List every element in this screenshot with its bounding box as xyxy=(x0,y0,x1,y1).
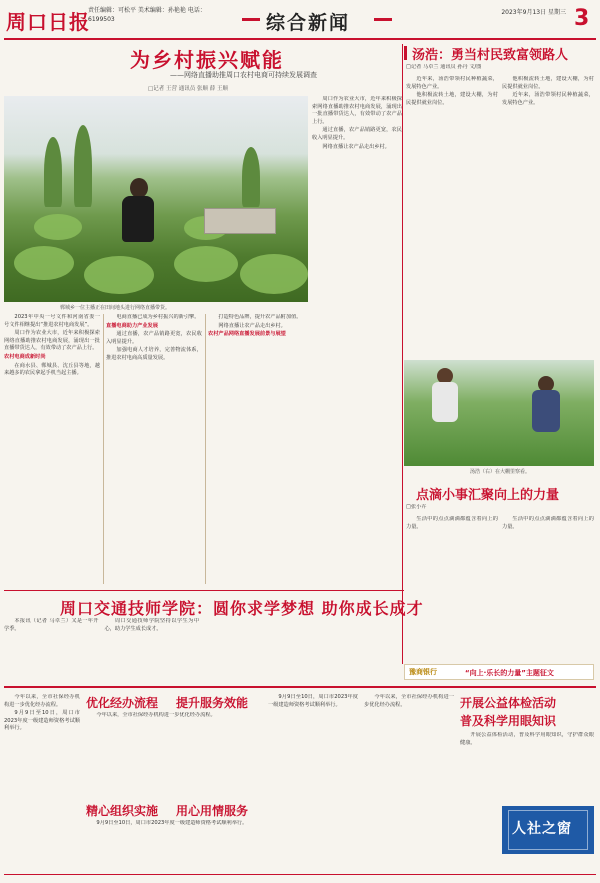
paragraph: 加强电商人才培养，完善物流体系，推进农村电商高质量发展。 xyxy=(106,347,202,361)
bottom-heading-3: 精心组织实施 xyxy=(86,804,159,818)
bottom-right-heading-2: 普及科学用眼知识 xyxy=(460,714,557,728)
paragraph: 他积极流转土地，建设大棚，为村民提供就业岗位。 xyxy=(502,76,594,90)
person-figure xyxy=(432,382,458,422)
section-bar-right xyxy=(374,18,392,21)
right-column-rule xyxy=(402,44,403,664)
right-col-1 xyxy=(406,76,498,356)
brand-title: 人社之窗 xyxy=(512,821,572,837)
paragraph: 网络直播让农产品走出乡村。 xyxy=(322,143,390,150)
right-byline-2 xyxy=(406,504,594,514)
paragraph: 2023年中央一号文件和河南省委一号文件相继提出“推进农村电商发展”。 xyxy=(4,314,100,328)
paragraph: 开展公益体检活动，普及科学用眼知识，守护群众眼健康。 xyxy=(460,732,594,746)
bottom-heading-2: 提升服务效能 xyxy=(176,696,249,710)
byline-text: □张小卉 xyxy=(406,504,427,510)
masthead xyxy=(4,2,596,40)
streamer-figure xyxy=(122,196,154,242)
editor-info: 责任编辑：可松平 美术编辑：孙艳艳 电话：6199503 xyxy=(88,7,206,23)
main-photo-caption: 郸城乡一位主播正在田间地头进行网络直播带货。 xyxy=(60,305,171,311)
paragraph: 打造特色品牌，提升农产品附加值。 xyxy=(218,314,302,320)
paragraph: 通过直播，农产品销路更宽，农民收入明显提升。 xyxy=(312,127,402,141)
paragraph: 本报讯（记者 马卓兰）又是一年开学季。 xyxy=(4,618,99,632)
brand-box xyxy=(502,806,594,854)
column-divider xyxy=(103,314,104,584)
paragraph: 今年以来，全市社保经办机构进一步优化经办流程。 xyxy=(96,712,216,718)
mid-rule xyxy=(4,590,404,591)
subheading: 农村产品网络直播发展前景与展望 xyxy=(208,331,286,338)
paragraph: 9月9日至10日，周口市2023年度一级建造师资格考试顺利举行。 xyxy=(268,694,358,708)
section-bar-left xyxy=(242,18,260,21)
bottom-right-heading-1: 开展公益体检活动 xyxy=(460,696,557,710)
subheading: 直播电商助力产业发展 xyxy=(106,322,158,329)
cabbage-shape xyxy=(174,246,238,282)
paragraph: 在商水县、郸城县、沈丘县等地，越来越多的农民拿起手机当起主播。 xyxy=(4,362,100,377)
paragraph: 今年以来，全市社保经办机构进一步优化经办流程。 xyxy=(364,694,454,708)
main-col-2 xyxy=(106,314,202,584)
streamer-head xyxy=(130,178,148,198)
main-subheadline: ——网络直播助推周口农村电商可持续发展调查 xyxy=(170,71,317,79)
section-title: 综合新闻 xyxy=(266,12,351,34)
paragraph: 9月9日至10日，周口市2023年度一级建造师资格考试顺利举行。 xyxy=(96,820,248,826)
main-photo xyxy=(4,96,308,302)
paragraph: 通过直播，农产品销路更宽，农民收入明显提升。 xyxy=(106,331,202,345)
bottom-right-body xyxy=(460,732,594,802)
main-headline: 为乡村振兴赋能 xyxy=(130,48,284,72)
bottom-heading-4: 用心用情服务 xyxy=(176,804,249,818)
main-col-1 xyxy=(4,314,100,584)
right-col-2 xyxy=(502,76,594,356)
byline-text: □记者 马卓兰 通讯员 孙丹 文/图 xyxy=(406,64,482,70)
issue-date: 2023年9月13日 星期三 xyxy=(501,9,566,16)
paragraph: 近年来，汤浩带领村民种植蔬菜，发展特色产业。 xyxy=(502,92,594,106)
mid-body xyxy=(4,618,400,682)
paragraph: 周口作为农业大市，近年来积极探索网络直播助推农村电商发展，涌现出一批直播带货达人，有效带动了农产品上行。 xyxy=(4,330,100,352)
mid-headline: 周口交通技师学院：圆你求学梦想 助你成长成才 xyxy=(60,599,424,618)
main-byline: □记者 王营 通讯员 张顺 薛 王顺 xyxy=(148,86,228,92)
bottom-col-4 xyxy=(268,694,454,870)
tree-shape xyxy=(242,147,260,207)
cabbage-shape xyxy=(240,254,308,294)
paragraph: 周口作为农业大市，近年来积极探索网络直播助推农村电商发展，涌现出一批直播带货达人，有效带动了农产品上行。 xyxy=(312,96,402,125)
bottom-heading-1: 优化经办流程 xyxy=(86,696,159,710)
paragraph: 网络直播让农产品走出乡村。 xyxy=(218,322,286,329)
cabbage-shape xyxy=(34,214,82,240)
crate-shape xyxy=(204,208,276,234)
ad-logo: 豫商银行 xyxy=(409,668,437,676)
right-photo xyxy=(404,360,594,466)
right-headline-2: 点滴小事汇聚向上的力量 xyxy=(416,488,560,503)
cabbage-shape xyxy=(84,256,154,294)
main-col-4 xyxy=(312,96,402,584)
paragraph: 他积极流转土地，建设大棚，为村民提供就业岗位。 xyxy=(406,92,498,106)
right-title-bar xyxy=(404,46,407,60)
right-col-3 xyxy=(406,516,498,660)
paragraph: 生活中的点点滴滴都蕴含着向上的力量。 xyxy=(406,516,498,530)
ad-slogan: “向上·乐长的力量”主题征文 xyxy=(465,669,554,677)
page-number: 3 xyxy=(574,6,590,31)
bottom-col-2 xyxy=(86,712,262,798)
bottom-col-3 xyxy=(86,820,262,872)
paragraph: 周口交通技师学院坚持以学生为中心，助力学生成长成才。 xyxy=(104,618,199,632)
main-col-3 xyxy=(208,314,304,584)
tree-shape xyxy=(44,137,62,207)
paragraph: 生活中的点点滴滴都蕴含着向上的力量。 xyxy=(502,516,594,530)
right-headline: 汤浩：勇当村民致富领路人 xyxy=(412,48,569,63)
right-col-4 xyxy=(502,516,594,660)
newspaper-logo: 周口日报 xyxy=(6,10,90,34)
paragraph: 今年以来，全市社保经办机构进一步优化经办流程。 xyxy=(4,694,80,708)
right-photo-caption: 汤浩（右）在大棚里察看。 xyxy=(470,469,531,475)
paragraph: 近年来，汤浩带领村民种植蔬菜，发展特色产业。 xyxy=(406,76,498,90)
bottom-col-1 xyxy=(4,694,80,870)
column-divider xyxy=(205,314,206,584)
person-figure xyxy=(532,390,560,432)
tree-shape xyxy=(74,125,92,207)
paragraph: 9月9日至10日，周口市2023年度一级建造师资格考试顺利举行。 xyxy=(4,710,80,732)
right-byline xyxy=(406,64,594,74)
ad-banner xyxy=(404,664,594,680)
footer-rule xyxy=(4,874,596,875)
paragraph: 电商直播已成为乡村振兴的新引擎。 xyxy=(116,314,200,320)
subheading: 农村电商成新时尚 xyxy=(4,353,46,360)
cabbage-shape xyxy=(14,246,74,280)
